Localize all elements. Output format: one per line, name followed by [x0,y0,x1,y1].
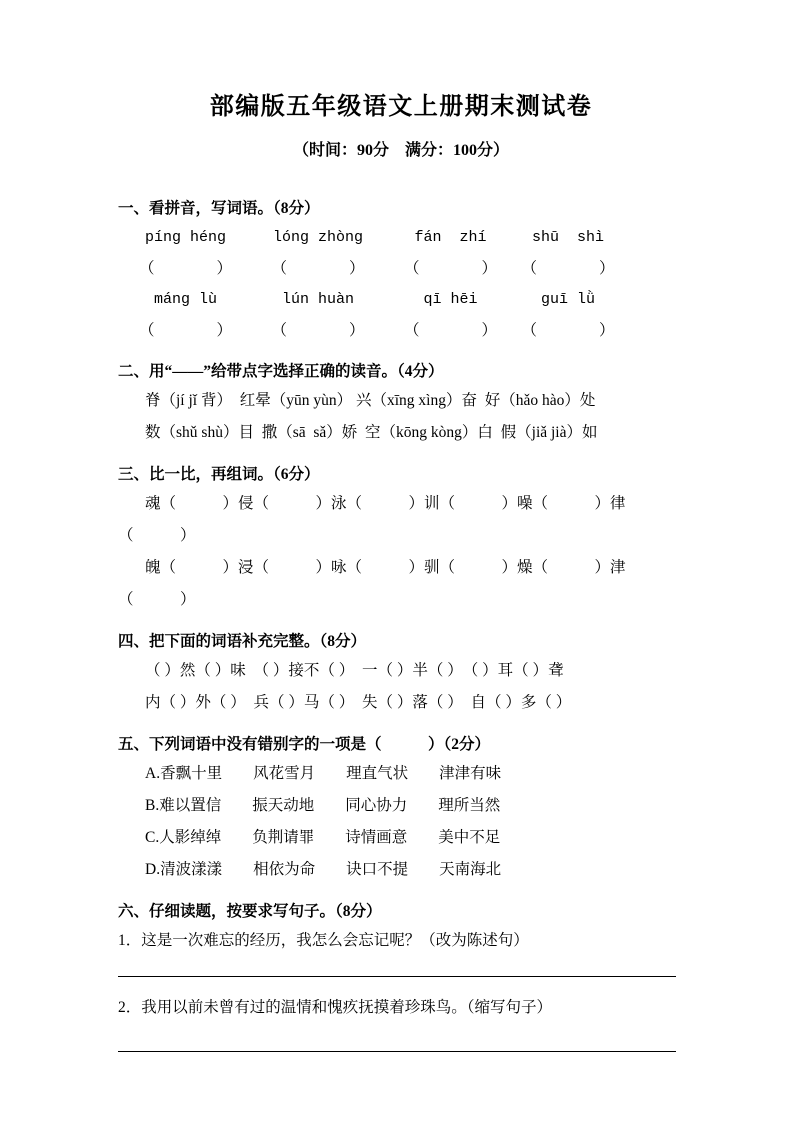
section-4-header: 四、把下面的词语补充完整。（8分） [118,633,367,650]
option-d: D.清波漾漾 相依为命 诀口不提 天南海北 [145,861,502,878]
answer-blank: （ ） [138,260,232,277]
compare-words-row: 魄（ ）浸（ ）咏（ ）驯（ ）燥（ ）津 [145,559,626,576]
answer-blank: （ ） [271,322,365,339]
section-5 [118,732,684,886]
option-a: A.香飘十里 风花雪月 理直气状 津津有味 [145,765,502,782]
option-c: C.人影绰绰 负荆请罪 诗情画意 美中不足 [145,829,501,846]
answer-blank: （ ） [138,322,232,339]
section-1 [118,196,684,346]
section-5-header: 五、下列词语中没有错别字的一项是（ ）（2分） [118,736,491,753]
section-2-header: 二、用“——”给带点字选择正确的读音。（4分） [118,363,444,380]
section-6-header: 六、仔细读题，按要求写句子。（8分） [118,903,382,920]
pinyin-word: shū shì [531,229,604,246]
answer-paren-row-1 [118,253,684,284]
section-2 [118,359,684,449]
pinyin-word: píng héng [144,229,226,246]
option-b: B.难以置信 振天动地 同心协力 理所当然 [145,797,501,814]
compare-words-row-wrap: （ ） [118,527,196,544]
page-title: 部编版五年级语文上册期末测试卷 [209,94,593,120]
pinyin-word: guī lǜ [540,291,595,308]
compare-words-row: 魂（ ）侵（ ）泳（ ）训（ ）噪（ ）律 [145,495,626,512]
pinyin-word: lóng zhòng [272,229,363,246]
pinyin-word: qī hēi [423,291,478,308]
question-line: 脊（jí jǐ 背） 红晕（yūn yùn） 兴（xīng xìng）奋 好（hǎo hào）处 [145,392,596,409]
section-3-header: 三、比一比，再组词。（6分） [118,466,320,483]
answer-line [118,976,676,977]
section-3 [118,462,684,616]
pinyin-row-1 [118,222,684,253]
idiom-fill-row: （ ）然（ ）味 （ ）接不（ ） 一（ ）半（ ） （ ）耳（ ）聋 [145,662,564,679]
answer-blank: （ ） [403,322,497,339]
idiom-fill-row: 内（ ）外（ ） 兵（ ）马（ ） 失（ ）落（ ） 自（ ）多（ ） [145,694,572,711]
section-1-header: 一、看拼音，写词语。（8分） [118,200,320,217]
sentence-question-2: 2．我用以前未曾有过的温情和愧疚抚摸着珍珠鸟。（缩写句子） [118,999,553,1016]
page-subtitle: （时间：90分 满分：100分） [292,142,509,159]
answer-paren-row-2 [118,315,684,346]
section-4 [118,629,684,719]
answer-blank: （ ） [521,322,615,339]
answer-blank: （ ） [271,260,365,277]
question-line: 数（shǔ shù）目 撒（sā sǎ）娇 空（kōng kòng）白 假（jiǎ jià）如 [145,424,598,441]
pinyin-word: máng lù [153,291,217,308]
sentence-question-1: 1．这是一次难忘的经历，我怎么会忘记呢？（改为陈述句） [118,932,529,949]
answer-blank: （ ） [403,260,497,277]
pinyin-word: fán zhí [414,229,487,246]
section-6 [118,899,684,1052]
answer-line [118,1051,676,1052]
compare-words-row-wrap: （ ） [118,591,196,608]
pinyin-word: lún huàn [281,291,354,308]
pinyin-row-2 [118,284,684,315]
answer-blank: （ ） [521,260,615,277]
